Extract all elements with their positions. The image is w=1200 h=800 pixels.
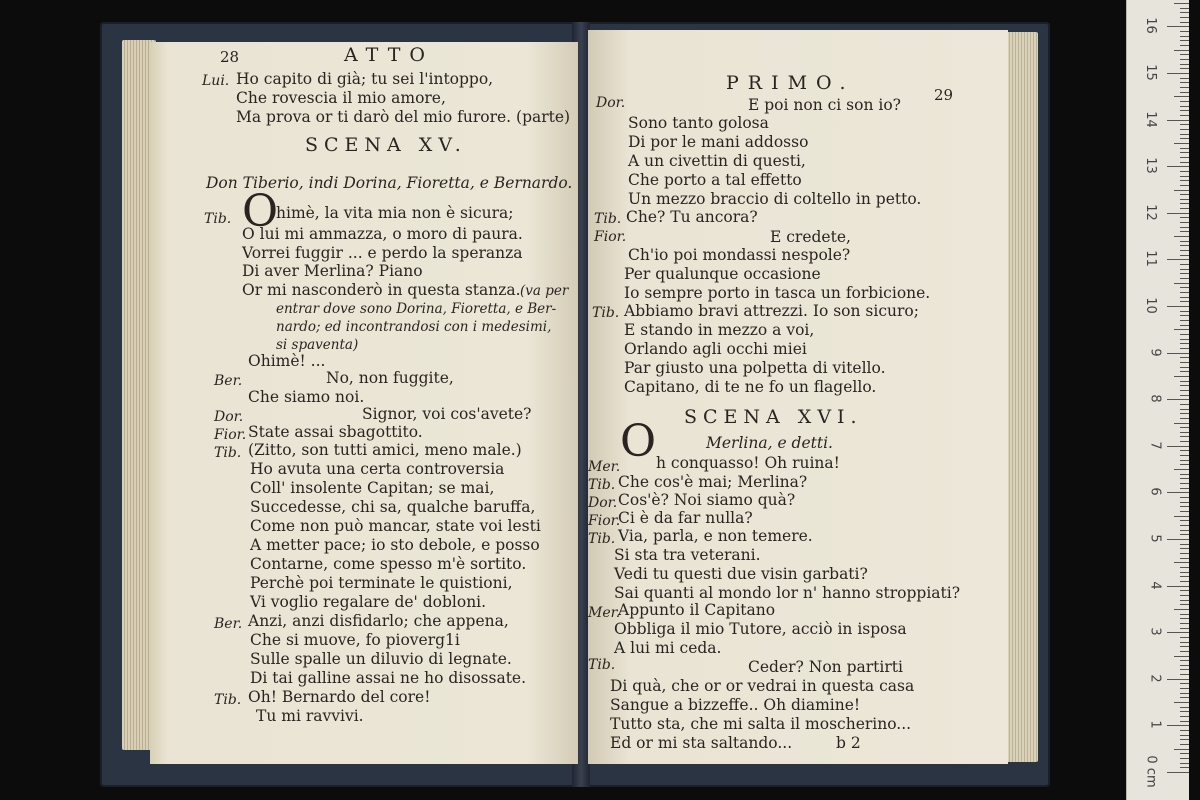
stage-direction: (va per [520, 283, 569, 299]
ruler-tick [1180, 87, 1189, 88]
verse-line: Capitano, di te ne fo un flagello. [624, 378, 877, 396]
verse-line: E stando in mezzo a voi, [624, 321, 815, 339]
stage-direction: nardo; ed incontrandosi con i medesimi, [276, 319, 552, 335]
ruler-label: 13 [1143, 157, 1159, 174]
verse-line: Di por le mani addosso [628, 133, 809, 151]
ruler-tick [1180, 544, 1189, 545]
ruler-tick [1180, 590, 1189, 591]
ruler-tick [1180, 227, 1189, 228]
verse-line: No, non fuggite, [326, 369, 454, 387]
ruler-tick [1180, 264, 1189, 265]
ruler-tick [1174, 143, 1189, 144]
verse-line: Che porto a tal effetto [628, 171, 802, 189]
ruler-tick [1180, 474, 1189, 475]
verse-line: Appunto il Capitano [618, 601, 776, 619]
speaker-label: Tib. [214, 445, 242, 461]
verse-line: h conquasso! Oh ruina! [656, 454, 840, 472]
ruler-tick [1180, 441, 1189, 442]
ruler-label: 2 [1147, 674, 1163, 683]
verse-line: A metter pace; io sto debole, e posso [250, 536, 540, 554]
ruler-tick [1174, 562, 1189, 563]
verse-line: Sulle spalle un diluvio di legnate. [250, 650, 512, 668]
running-header: PRIMO. [726, 72, 855, 94]
ruler-tick [1180, 758, 1189, 759]
ruler-tick [1180, 315, 1189, 316]
ruler-tick [1167, 120, 1189, 121]
ruler-label: 8 [1147, 394, 1163, 403]
ruler-tick [1180, 78, 1189, 79]
ruler-tick [1167, 725, 1189, 726]
drop-cap: O [242, 186, 279, 237]
ruler-tick [1180, 739, 1189, 740]
ruler-label: 4 [1147, 580, 1163, 590]
ruler-label: 7 [1147, 441, 1163, 450]
ruler-label: 11 [1143, 250, 1159, 268]
verse-line: Succedesse, chi sa, qualche baruffa, [250, 498, 536, 516]
verse-line: Che? Tu ancora? [626, 208, 758, 226]
ruler-tick [1180, 548, 1189, 549]
verse-line: Che siamo noi. [248, 388, 365, 406]
verse-line: Ohimè! ... [248, 352, 326, 370]
ruler-tick [1180, 767, 1189, 768]
verse-line: Come non può mancar, state voi lesti [250, 517, 541, 535]
ruler-tick [1180, 106, 1189, 107]
speaker-label: Ber. [214, 373, 243, 389]
verse-line: Sai quanti al mondo lor n' hanno stroppiati? [614, 584, 961, 602]
ruler-tick [1180, 362, 1189, 363]
ruler-label: 9 [1147, 347, 1163, 357]
verse-line: Sangue a bizzeffe.. Oh diamine! [610, 696, 861, 714]
ruler-tick [1180, 208, 1189, 209]
drop-cap: O [620, 416, 657, 467]
ruler-tick [1180, 646, 1189, 647]
ruler-tick [1180, 59, 1189, 60]
ruler-tick [1180, 432, 1189, 433]
ruler-tick [1180, 68, 1189, 69]
verse-line: Che rovescia il mio amore, [236, 89, 446, 107]
verse-line: Ch'io poi mondassi nespole? [628, 246, 851, 264]
speaker-label: Dor. [588, 495, 618, 511]
ruler-tick [1180, 115, 1189, 116]
verse-line: O lui mi ammazza, o moro di paura. [242, 225, 523, 243]
ruler-label: 15 [1143, 64, 1159, 81]
verse-line: Coll' insolente Capitan; se mai, [250, 479, 495, 497]
speaker-label: Tib. [594, 211, 622, 227]
verse-line: Per qualunque occasione [624, 265, 821, 283]
ruler-tick [1180, 171, 1189, 172]
ruler-tick [1180, 320, 1189, 321]
ruler-tick [1180, 735, 1189, 736]
signature-mark: b 2 [836, 734, 861, 752]
ruler-tick [1180, 683, 1189, 684]
ruler-tick [1180, 455, 1189, 456]
ruler-tick [1180, 409, 1189, 410]
ruler-tick [1180, 525, 1189, 526]
ruler-label: 14 [1143, 110, 1159, 128]
ruler-tick [1180, 567, 1189, 568]
ruler-tick [1180, 623, 1189, 624]
verse-line: Ed or mi sta saltando... [610, 734, 793, 752]
ruler-tick [1180, 572, 1189, 573]
ruler-tick [1174, 749, 1189, 750]
ruler-tick [1180, 273, 1189, 274]
verse-line: Cos'è? Noi siamo quà? [618, 491, 796, 509]
running-header: ATTO [344, 44, 434, 66]
ruler-tick [1180, 231, 1189, 232]
ruler-tick [1180, 595, 1189, 596]
ruler-tick [1180, 22, 1189, 23]
ruler-tick [1180, 278, 1189, 279]
ruler-tick [1167, 166, 1189, 167]
ruler-tick [1180, 688, 1189, 689]
verse-line: Contarne, come spesso m'è sortito. [250, 555, 527, 573]
speaker-label: Tib. [204, 211, 232, 227]
ruler-tick [1180, 669, 1189, 670]
ruler-tick [1180, 730, 1189, 731]
page-number: 29 [934, 86, 954, 104]
verse-line: Di tai galline assai ne ho disossate. [250, 669, 527, 687]
ruler-tick [1180, 339, 1189, 340]
ruler-tick [1180, 716, 1189, 717]
ruler-tick [1167, 679, 1189, 680]
ruler-tick [1180, 194, 1189, 195]
verse-line: Di quà, che or or vedrai in questa casa [610, 677, 915, 695]
ruler-tick [1180, 348, 1189, 349]
ruler-tick [1180, 45, 1189, 46]
ruler-tick [1174, 376, 1189, 377]
verse-line: Perchè poi terminate le quistioni, [250, 574, 513, 592]
ruler-tick [1167, 446, 1189, 447]
ruler-tick [1180, 390, 1189, 391]
speaker-label: Tib. [588, 531, 616, 547]
ruler-tick [1167, 353, 1189, 354]
ruler-tick [1180, 64, 1189, 65]
ruler-tick [1180, 92, 1189, 93]
ruler-label: 16 [1143, 17, 1159, 35]
ruler-tick [1180, 12, 1189, 13]
verse-line: Vedi tu questi due visin garbati? [614, 565, 868, 583]
ruler-tick [1180, 334, 1189, 335]
verse-line: Sono tanto golosa [628, 114, 769, 132]
ruler-tick [1180, 413, 1189, 414]
ruler-tick [1180, 385, 1189, 386]
ruler-tick [1180, 180, 1189, 181]
ruler-tick [1180, 241, 1189, 242]
ruler-tick [1167, 492, 1189, 493]
ruler-tick [1180, 287, 1189, 288]
ruler-tick [1180, 250, 1189, 251]
ruler-tick [1180, 124, 1189, 125]
ruler-tick [1167, 259, 1189, 260]
ruler-tick [1180, 637, 1189, 638]
scene-cast: Don Tiberio, indi Dorina, Fioretta, e Bernardo. [206, 174, 573, 192]
ruler-tick [1180, 464, 1189, 465]
ruler-tick [1180, 581, 1189, 582]
ruler-tick [1180, 404, 1189, 405]
verse-line: Vi voglio regalare de' dobloni. [250, 593, 487, 611]
ruler-tick [1180, 138, 1189, 139]
verse-line: Or mi nasconderò in questa stanza. [242, 281, 521, 299]
scene-title: SCENA XVI. [684, 406, 863, 428]
ruler-tick [1167, 213, 1189, 214]
ruler-tick [1180, 222, 1189, 223]
ruler-tick [1174, 469, 1189, 470]
ruler-tick [1180, 217, 1189, 218]
ruler-tick [1174, 423, 1189, 424]
ruler-tick [1180, 110, 1189, 111]
speaker-label: Fior. [588, 513, 621, 529]
ruler-tick [1180, 148, 1189, 149]
ruler-tick [1167, 306, 1189, 307]
ruler-tick [1180, 711, 1189, 712]
ruler-tick [1167, 26, 1189, 27]
verse-line: E poi non ci son io? [748, 96, 901, 114]
ruler-tick [1180, 651, 1189, 652]
ruler-tick [1180, 642, 1189, 643]
ruler-tick [1167, 399, 1189, 400]
speaker-label: Mer. [588, 459, 621, 475]
ruler-tick [1180, 753, 1189, 754]
ruler-tick [1180, 618, 1189, 619]
ruler-tick [1180, 697, 1189, 698]
ruler-tick [1180, 460, 1189, 461]
ruler-tick [1180, 763, 1189, 764]
ruler-tick [1180, 381, 1189, 382]
stage-direction: si spaventa) [276, 337, 359, 353]
ruler-tick [1180, 8, 1189, 9]
verse-line: Si sta tra veterani. [614, 546, 761, 564]
verse-line: A un civettin di questi, [628, 152, 806, 170]
ruler-tick [1180, 31, 1189, 32]
ruler-tick [1167, 586, 1189, 587]
verse-line: E credete, [770, 228, 851, 246]
verse-line: Via, parla, e non temere. [618, 527, 813, 545]
ruler-tick [1180, 185, 1189, 186]
ruler-tick [1180, 707, 1189, 708]
ruler-tick [1180, 269, 1189, 270]
speaker-label: Tib. [592, 305, 620, 321]
ruler-tick [1174, 516, 1189, 517]
ruler-tick [1174, 656, 1189, 657]
ruler-tick [1180, 395, 1189, 396]
ruler-tick [1180, 199, 1189, 200]
ruler-tick [1180, 614, 1189, 615]
ruler-tick [1180, 436, 1189, 437]
verse-line: Tu mi ravvivi. [256, 707, 364, 725]
ruler-tick [1180, 721, 1189, 722]
verse-line: Io sempre porto in tasca un forbicione. [624, 284, 931, 302]
ruler-tick [1180, 36, 1189, 37]
ruler-tick [1180, 343, 1189, 344]
ruler-label: 1 [1147, 720, 1163, 730]
ruler-tick [1180, 665, 1189, 666]
speaker-label: Tib. [588, 657, 616, 673]
ruler-tick [1180, 558, 1189, 559]
ruler-tick [1180, 628, 1189, 629]
ruler-tick [1180, 255, 1189, 256]
verse-line: Signor, voi cos'avete? [362, 405, 532, 423]
ruler-label: 3 [1147, 627, 1163, 636]
ruler-tick [1180, 530, 1189, 531]
ruler-tick [1180, 497, 1189, 498]
ruler-tick [1180, 203, 1189, 204]
ruler-tick [1180, 418, 1189, 419]
ruler-tick [1180, 553, 1189, 554]
speaker-label: Ber. [214, 616, 243, 632]
ruler-tick [1174, 96, 1189, 97]
ruler-tick [1180, 520, 1189, 521]
ruler-tick [1180, 176, 1189, 177]
ruler-tick [1180, 427, 1189, 428]
verse-line: Ci è da far nulla? [618, 509, 753, 527]
ruler-tick [1180, 129, 1189, 130]
verse-line: Ho capito di già; tu sei l'intoppo, [236, 70, 494, 88]
verse-line: Ho avuta una certa controversia [250, 460, 505, 478]
ruler-tick [1180, 488, 1189, 489]
ruler-tick [1180, 693, 1189, 694]
ruler-tick [1180, 478, 1189, 479]
verse-line: (Zitto, son tutti amici, meno male.) [248, 441, 522, 459]
ruler-tick [1167, 772, 1189, 773]
ruler-tick [1180, 157, 1189, 158]
ruler-tick [1180, 367, 1189, 368]
verse-line: Un mezzo braccio di coltello in petto. [628, 190, 922, 208]
speaker-label: Lui. [202, 73, 230, 89]
verse-line: Ma prova or ti darò del mio furore. (parte) [236, 108, 571, 126]
ruler-label: 10 [1143, 297, 1159, 314]
ruler-tick [1180, 450, 1189, 451]
ruler-tick [1180, 292, 1189, 293]
page-number: 28 [220, 48, 240, 66]
ruler-tick [1180, 162, 1189, 163]
ruler-tick [1180, 534, 1189, 535]
ruler-tick [1167, 539, 1189, 540]
speaker-label: Dor. [596, 95, 626, 111]
ruler-tick [1174, 190, 1189, 191]
ruler-label: 6 [1147, 487, 1163, 497]
ruler-tick [1180, 744, 1189, 745]
ruler-tick [1180, 325, 1189, 326]
right-page [588, 30, 1008, 764]
speaker-label: Fior. [214, 427, 247, 443]
ruler-tick [1180, 674, 1189, 675]
ruler-tick [1174, 50, 1189, 51]
ruler-tick [1180, 660, 1189, 661]
scene-title: SCENA XV. [305, 134, 467, 156]
verse-line: A lui mi ceda. [614, 639, 722, 657]
ruler-tick [1174, 3, 1189, 4]
ruler-tick [1180, 311, 1189, 312]
ruler-label: 5 [1147, 534, 1163, 543]
ruler-tick [1180, 17, 1189, 18]
ruler-label: 12 [1143, 204, 1159, 221]
verse-line: Obbliga il mio Tutore, acciò in isposa [614, 620, 907, 638]
verse-line: State assai sbagottito. [248, 423, 423, 441]
verse-line: Che cos'è mai; Merlina? [618, 473, 808, 491]
left-page [150, 42, 578, 764]
verse-line: Orlando agli occhi miei [624, 340, 807, 358]
ruler-tick [1167, 73, 1189, 74]
ruler-tick [1180, 506, 1189, 507]
ruler-tick [1180, 40, 1189, 41]
verse-line: Ceder? Non partirti [748, 658, 903, 676]
ruler-tick [1180, 54, 1189, 55]
verse-line: Vorrei fuggir ... e perdo la speranza [242, 244, 523, 262]
measurement-ruler [1126, 0, 1189, 800]
ruler-tick [1180, 600, 1189, 601]
ruler-tick [1180, 82, 1189, 83]
ruler-tick [1180, 576, 1189, 577]
speaker-label: Dor. [214, 409, 244, 425]
verse-line: himè, la vita mia non è sicura; [276, 204, 514, 222]
ruler-tick [1180, 245, 1189, 246]
ruler-tick [1174, 236, 1189, 237]
ruler-tick [1180, 152, 1189, 153]
ruler-tick [1180, 134, 1189, 135]
ruler-tick [1180, 502, 1189, 503]
ruler-label: 0 cm [1143, 755, 1159, 788]
speaker-label: Tib. [588, 477, 616, 493]
verse-line: Di aver Merlina? Piano [242, 262, 423, 280]
ruler-tick [1180, 101, 1189, 102]
ruler-tick [1174, 702, 1189, 703]
verse-line: Abbiamo bravi attrezzi. Io son sicuro; [624, 302, 919, 320]
ruler-tick [1174, 609, 1189, 610]
ruler-tick [1180, 297, 1189, 298]
ruler-tick [1174, 283, 1189, 284]
speaker-label: Mer. [588, 605, 621, 621]
speaker-label: Fior. [594, 229, 627, 245]
verse-line: Che si muove, fo pioverg1i [250, 631, 460, 649]
stage-direction: entrar dove sono Dorina, Fioretta, e Ber- [276, 301, 557, 317]
ruler-tick [1180, 301, 1189, 302]
ruler-tick [1180, 511, 1189, 512]
verse-line: Oh! Bernardo del core! [248, 688, 431, 706]
ruler-tick [1180, 604, 1189, 605]
ruler-tick [1167, 632, 1189, 633]
ruler-tick [1174, 329, 1189, 330]
ruler-tick [1180, 357, 1189, 358]
verse-line: Par giusto una polpetta di vitello. [624, 359, 886, 377]
verse-line: Tutto sta, che mi salta il moscherino... [610, 715, 912, 733]
ruler-tick [1180, 371, 1189, 372]
ruler-tick [1180, 483, 1189, 484]
speaker-label: Tib. [214, 692, 242, 708]
scene-cast: Merlina, e detti. [706, 434, 833, 452]
verse-line: Anzi, anzi disfidarlo; che appena, [248, 612, 509, 630]
